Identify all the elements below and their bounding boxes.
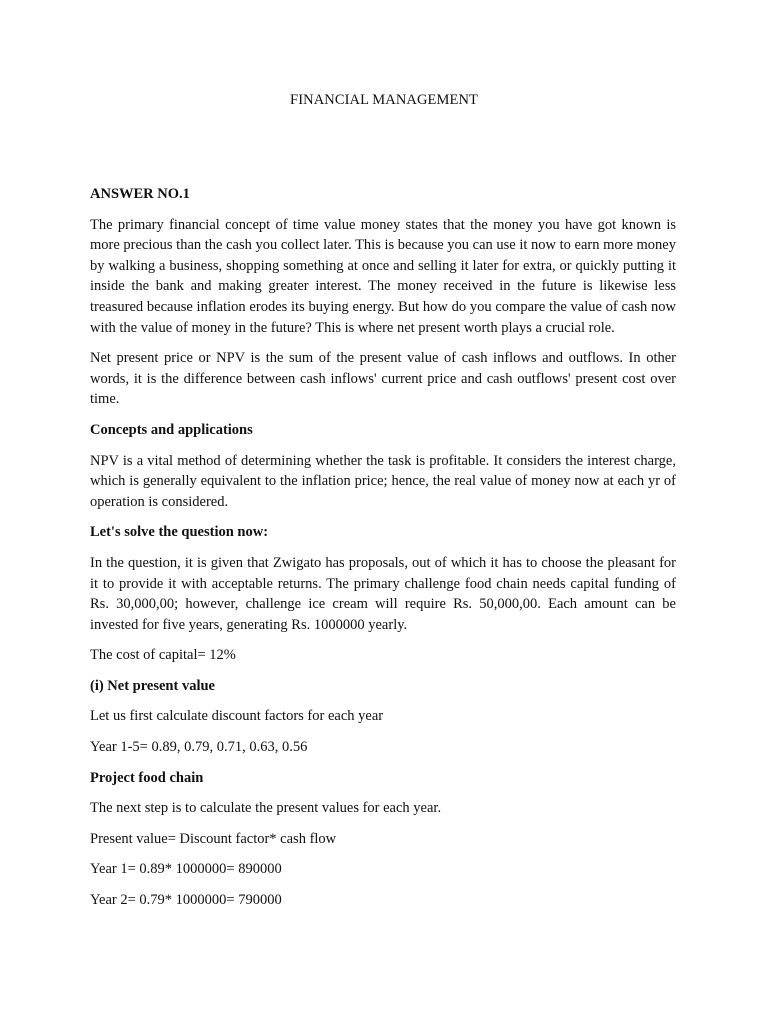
paragraph-time-value: The primary financial concept of time value money states that the money you have got known is more precious than the cash you collect later. This is because you can use it now to earn more money by walking a business, shopping something at once and selling it later for extra, or quickly putting it inside the bank and making greater interest. The money received in the future is likewise less treasured because inflation erodes its buying energy. But how do you compare the value of cash now with the value of money in the future? This is where net present worth plays a crucial role. — [90, 216, 676, 336]
heading-solve: Let's solve the question now: — [90, 524, 269, 541]
paragraph-concepts: NPV is a vital method of determining whether the task is profitable. It considers the interest charge, which is generally equivalent to the inflation price; hence, the real value of money now at each yr of operation is considered. — [90, 452, 676, 510]
document-title: FINANCIAL MANAGEMENT — [290, 92, 478, 108]
line-year-2: Year 2= 0.79* 1000000= 790000 — [90, 892, 282, 909]
line-year-1: Year 1= 0.89* 1000000= 890000 — [90, 861, 282, 878]
heading-concepts: Concepts and applications — [90, 421, 253, 438]
heading-project-food-chain: Project food chain — [90, 769, 204, 786]
line-cost-of-capital: The cost of capital= 12% — [90, 647, 236, 664]
document-body — [90, 184, 676, 921]
answer-heading: ANSWER NO.1 — [90, 186, 190, 202]
paragraph-question: In the question, it is given that Zwigato has proposals, out of which it has to choose the pleasant for it to provide it with acceptable returns. The primary challenge food chain needs capital funding of Rs. 30,000,00; however, challenge ice cream will require Rs. 50,000,00. Each amount can be invested for five years, generating Rs. 1000000 yearly. — [90, 554, 676, 633]
paragraph-npv-definition: Net present price or NPV is the sum of the present value of cash inflows and outflows. In other words, it is the difference between cash inflows' current price and cash outflows' present cost over time. — [90, 350, 676, 408]
line-discount-factors: Year 1-5= 0.89, 0.79, 0.71, 0.63, 0.56 — [90, 739, 308, 756]
heading-net-present-value: (i) Net present value — [90, 677, 215, 694]
line-discount-intro: Let us first calculate discount factors for each year — [90, 708, 384, 725]
line-present-value-formula: Present value= Discount factor* cash flow — [90, 830, 337, 847]
line-next-step: The next step is to calculate the present values for each year. — [90, 800, 442, 817]
